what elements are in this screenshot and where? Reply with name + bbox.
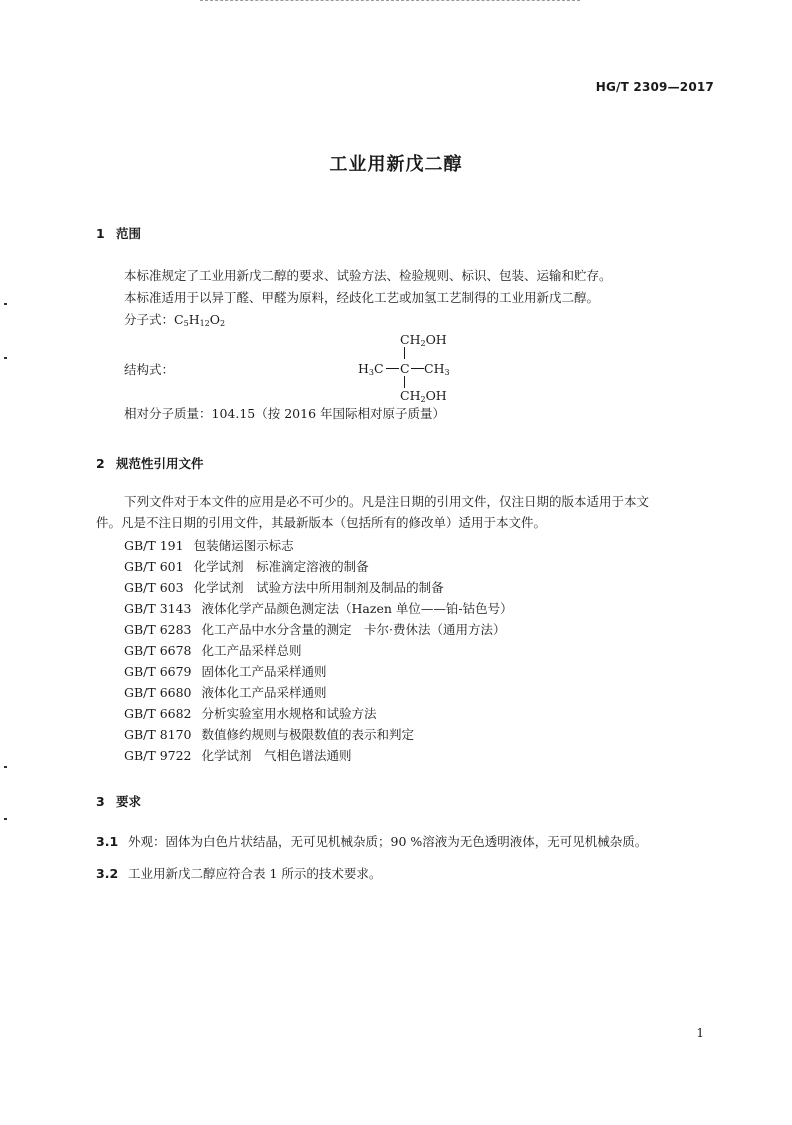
formula-o: O: [209, 312, 221, 327]
clause-3-2: [96, 864, 381, 882]
reference-code: GB/T 6678: [124, 643, 192, 658]
scope-para-1: 本标准规定了工业用新戊二醇的要求、试验方法、检验规则、标识、包装、运输和贮存。: [124, 268, 612, 283]
reference-title: 化学试剂 气相色谱法通则: [201, 748, 352, 763]
bottom-ch-count: 2: [420, 395, 426, 404]
reference-item: [124, 620, 506, 638]
standard-code: HG/T 2309—2017: [595, 80, 714, 94]
top-ch: CH: [400, 332, 421, 347]
structure-left-group: [358, 361, 384, 377]
reference-code: GB/T 6283: [124, 622, 192, 637]
reference-item: [124, 683, 327, 701]
reference-title: 固体化工产品采样通则: [201, 664, 327, 679]
left-h-count: 3: [368, 368, 374, 377]
section-number: 2: [96, 456, 105, 471]
structure-right-group: [424, 361, 450, 377]
bottom-ch: CH: [400, 388, 421, 403]
bond-left: [386, 368, 399, 369]
right-ch: CH: [424, 361, 445, 376]
scan-margin-mark: [4, 303, 7, 305]
reference-item: [124, 578, 444, 596]
section-3-heading: [96, 792, 141, 810]
right-ch-count: 3: [444, 368, 450, 377]
reference-code: GB/T 6680: [124, 685, 192, 700]
reference-title: 化学试剂 标准滴定溶液的制备: [193, 559, 369, 574]
bottom-oh: OH: [425, 388, 447, 403]
page-number: 1: [696, 1026, 704, 1040]
reference-title: 化工产品中水分含量的测定 卡尔·费休法（通用方法）: [201, 622, 506, 637]
formula-label: 分子式：: [124, 312, 175, 327]
reference-title: 数值修约规则与极限数值的表示和判定: [201, 727, 415, 742]
refs-intro-line-2: 件。凡是不注日期的引用文件，其最新版本（包括所有的修改单）适用于本文件。: [96, 515, 547, 530]
clause-text: 外观：固体为白色片状结晶，无可见机械杂质；90 %溶液为无色透明液体，无可见机械杂质。: [128, 834, 648, 849]
reference-item: [124, 704, 377, 722]
bond-right: [411, 368, 424, 369]
section-number: 1: [96, 226, 105, 241]
left-h: H: [358, 361, 369, 376]
reference-code: GB/T 8170: [124, 727, 192, 742]
scope-para-2: 本标准适用于以异丁醛、甲醛为原料，经歧化工艺或加氢工艺制得的工业用新戊二醇。: [124, 290, 600, 305]
reference-item: [124, 536, 294, 554]
section-title: 范围: [116, 226, 142, 241]
left-c: C: [374, 361, 384, 376]
clause-number: 3.1: [96, 834, 119, 849]
scan-top-edge: [200, 0, 580, 3]
reference-title: 化工产品采样总则: [201, 643, 302, 658]
formula-h-count: 12: [199, 319, 210, 328]
reference-code: GB/T 603: [124, 580, 184, 595]
scan-margin-mark: [4, 357, 7, 359]
reference-item: [124, 641, 302, 659]
section-1-heading: [96, 224, 141, 242]
molar-mass: 相对分子质量：104.15（按 2016 年国际相对原子质量）: [124, 406, 445, 421]
reference-title: 化学试剂 试验方法中所用制剂及制品的制备: [193, 580, 444, 595]
reference-item: [124, 746, 352, 764]
reference-title: 分析实验室用水规格和试验方法: [201, 706, 377, 721]
scan-margin-mark: [4, 766, 7, 768]
reference-code: GB/T 6682: [124, 706, 192, 721]
clause-text: 工业用新戊二醇应符合表 1 所示的技术要求。: [128, 866, 382, 881]
reference-item: [124, 557, 369, 575]
formula-c-count: 5: [183, 319, 189, 328]
bond-top: [404, 347, 405, 359]
structure-center-carbon: C: [400, 361, 410, 376]
top-ch-count: 2: [420, 339, 426, 348]
reference-code: GB/T 6679: [124, 664, 192, 679]
document-title: 工业用新戊二醇: [329, 154, 463, 175]
section-title: 规范性引用文件: [116, 456, 204, 471]
structure-label: 结构式：: [124, 362, 175, 377]
molecular-formula: [124, 310, 225, 328]
section-2-heading: [96, 454, 204, 472]
formula-h: H: [188, 312, 200, 327]
reference-item: [124, 725, 414, 743]
reference-title: 液体化工产品采样通则: [201, 685, 327, 700]
top-oh: OH: [425, 332, 447, 347]
formula-c: C: [174, 312, 184, 327]
formula-o-count: 2: [220, 319, 226, 328]
section-number: 3: [96, 794, 105, 809]
structure-bottom-group: [400, 388, 447, 404]
reference-code: GB/T 601: [124, 559, 184, 574]
reference-item: [124, 662, 327, 680]
bond-bottom: [404, 376, 405, 388]
reference-title: 液体化学产品颜色测定法（Hazen 单位——铂-钴色号）: [201, 601, 513, 616]
reference-title: 包装储运图示标志: [193, 538, 294, 553]
scan-margin-mark: [4, 818, 7, 820]
section-title: 要求: [116, 794, 142, 809]
clause-3-1: [96, 832, 647, 850]
structure-top-group: [400, 332, 447, 348]
reference-code: GB/T 3143: [124, 601, 192, 616]
reference-code: GB/T 9722: [124, 748, 192, 763]
clause-number: 3.2: [96, 866, 119, 881]
reference-item: [124, 599, 513, 617]
reference-code: GB/T 191: [124, 538, 184, 553]
refs-intro-line-1: 下列文件对于本文件的应用是必不可少的。凡是注日期的引用文件，仅注日期的版本适用于本文: [124, 494, 650, 509]
